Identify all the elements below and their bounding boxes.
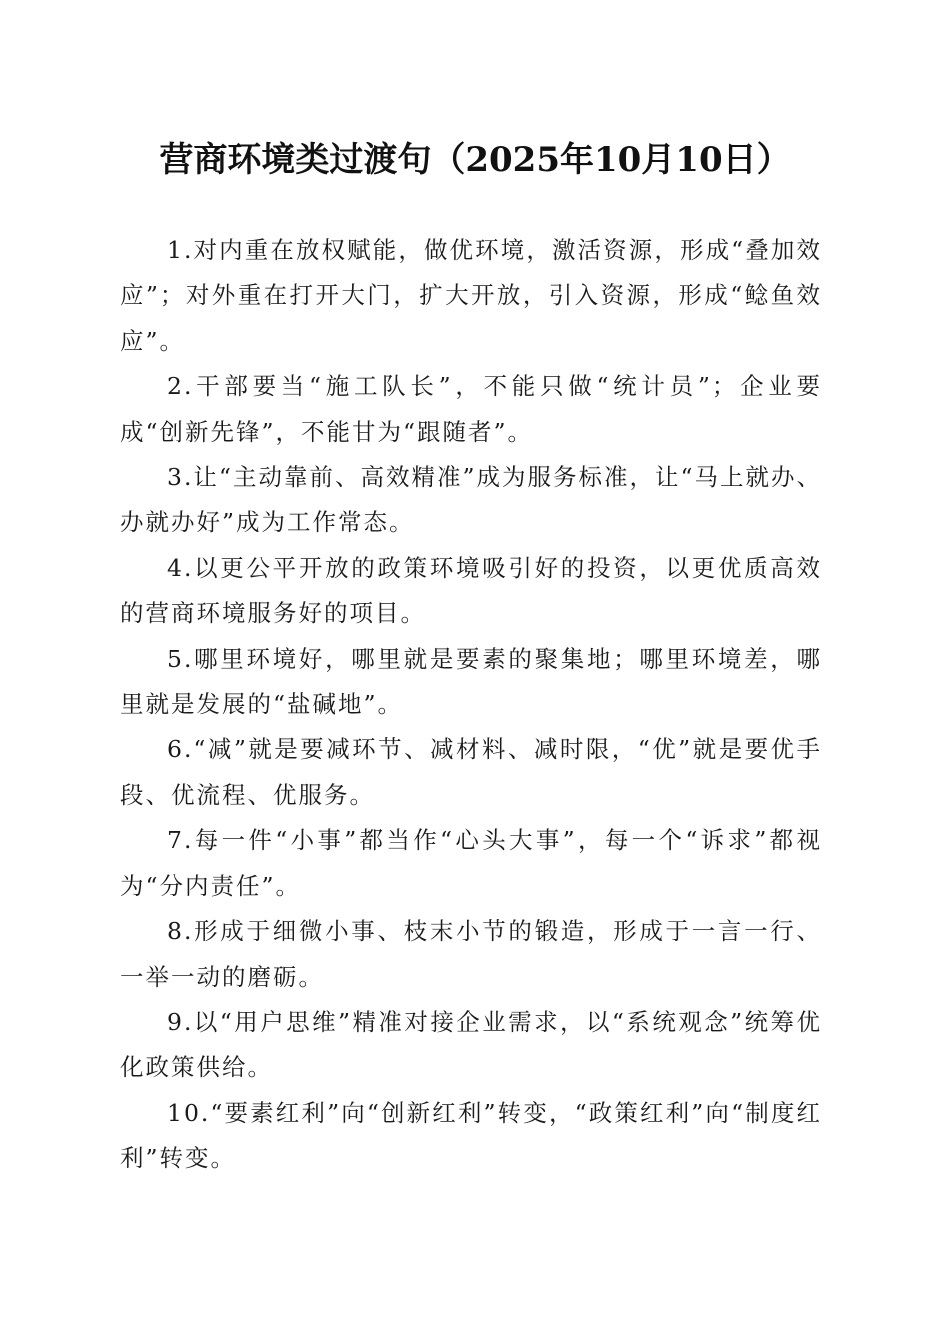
paragraph-4: 4.以更公平开放的政策环境吸引好的投资，以更优质高效的营商环境服务好的项目。 [120, 553, 822, 628]
paragraph-6: 6.“减”就是要减环节、减材料、减时限，“优”就是要优手段、优流程、优服务。 [120, 735, 822, 809]
paragraph-10: 10.“要素红利”向“创新红利”转变，“政策红利”向“制度红利”转变。 [120, 1098, 822, 1173]
paragraph-7: 7.每一件“小事”都当作“心头大事”，每一个“诉求”都视为“分内责任”。 [120, 826, 822, 900]
document-title: 营商环境类过渡句（2025年10月10日） [159, 140, 791, 180]
paragraph-2: 2.干部要当“施工队长”，不能只做“统计员”；企业要成“创新先锋”，不能甘为“跟随者”。 [120, 372, 822, 446]
paragraph-9: 9.以“用户思维”精准对接企业需求，以“系统观念”统筹优化政策供给。 [120, 1007, 822, 1082]
paragraph-5: 5.哪里环境好，哪里就是要素的聚集地；哪里环境差，哪里就是发展的“盐碱地”。 [120, 644, 822, 719]
paragraph-8: 8.形成于细微小事、枝末小节的锻造，形成于一言一行、一举一动的磨砺。 [120, 917, 822, 991]
paragraph-1: 1.对内重在放权赋能，做优环境，激活资源，形成“叠加效应”；对外重在打开大门，扩大开放，引入资源，形成“鲶鱼效应”。 [120, 236, 822, 355]
document-body [120, 228, 822, 1182]
paragraph-3: 3.让“主动靠前、高效精准”成为服务标准，让“马上就办、办就办好”成为工作常态。 [120, 463, 822, 537]
